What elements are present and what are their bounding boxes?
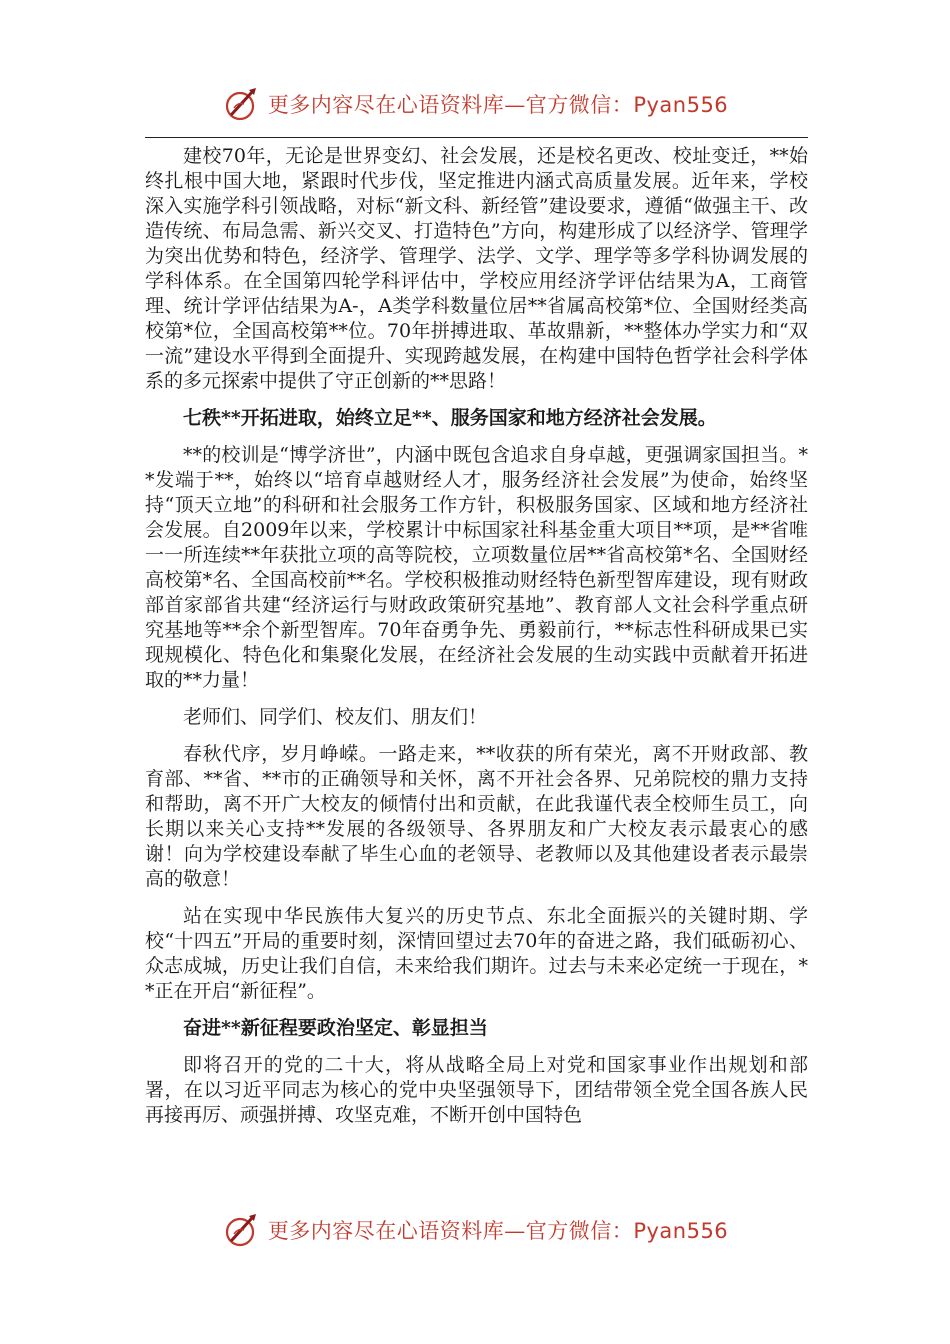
pen-logo-icon	[222, 1210, 262, 1250]
header-banner	[0, 80, 950, 128]
banner-text: 更多内容尽在心语资料库—官方微信：Pyan556	[267, 93, 729, 117]
wechat-id: Pyan556	[633, 93, 729, 117]
body-paragraph: 老师们、同学们、校友们、朋友们！	[183, 706, 488, 728]
body-paragraph: **的校训是“博学济世”，内涵中既包含追求自身卓越，更强调家国担当。**发端于**，始终以“培育卓越财经人才，服务经济社会发展”为使命，始终坚持“顶天立地”的科研和社会服务工作方针，积极服务国家、区域和地方经济社会发展。自2009年以来，学校累计中标国家社科基金重大项目**项，是**省唯一一所连续**年获批立项的高等院校，立项数量位居**省高校第*名、全国财经高校第*名、全国高校前**名。学校积极推动财经特色新型智库建设，现有财政部首家部省共建“经济运行与财政政策研究基地”、教育部人文社会科学重点研究基地等**余个新型智库。70年奋勇争先、勇毅前行，**标志性科研成果已实现规模化、特色化和集聚化发展，在经济社会发展的生动实践中贡献着开拓进取的**力量！	[145, 444, 808, 691]
body-paragraph: 建校70年，无论是世界变幻、社会发展，还是校名更改、校址变迁，**始终扎根中国大地，紧跟时代步伐，坚定推进内涵式高质量发展。近年来，学校深入实施学科引领战略，对标“新文科、新经管”建设要求，遵循“做强主干、改造传统、布局急需、新兴交叉、打造特色”方向，构建形成了以经济学、管理学为突出优势和特色，经济学、管理学、法学、文学、理学等多学科协调发展的学科体系。在全国第四轮学科评估中，学校应用经济学评估结果为A，工商管理、统计学评估结果为A-，A类学科数量位居**省属高校第*位、全国财经类高校第*位，全国高校第**位。70年拼搏进取、革故鼎新，**整体办学实力和“双一流”建设水平得到全面提升、实现跨越发展，在构建中国特色哲学社会科学体系的多元探索中提供了守正创新的**思路！	[145, 145, 808, 392]
section-heading: 七秩**开拓进取，始终立足**、服务国家和地方经济社会发展。	[183, 407, 717, 429]
section-heading: 奋进**新征程要政治坚定、彰显担当	[183, 1017, 488, 1039]
banner-text: 更多内容尽在心语资料库—官方微信：Pyan556	[267, 1219, 729, 1243]
document-body	[145, 144, 808, 1140]
pen-logo-icon	[222, 84, 262, 124]
footer-banner	[0, 1206, 950, 1254]
wechat-id: Pyan556	[633, 1219, 729, 1243]
body-paragraph: 即将召开的党的二十大，将从战略全局上对党和国家事业作出规划和部署，在以习近平同志为核心的党中央坚强领导下，团结带领全党全国各族人民再接再厉、顽强拼搏、攻坚克难，不断开创中国特色	[145, 1054, 808, 1126]
header-rule	[145, 137, 808, 138]
body-paragraph: 春秋代序，岁月峥嵘。一路走来，**收获的所有荣光，离不开财政部、教育部、**省、**市的正确领导和关怀，离不开社会各界、兄弟院校的鼎力支持和帮助，离不开广大校友的倾情付出和贡献，在此我谨代表全校师生员工，向长期以来关心支持**发展的各级领导、各界朋友和广大校友表示最衷心的感谢！向为学校建设奉献了毕生心血的老领导、老教师以及其他建设者表示最崇高的敬意！	[145, 743, 808, 890]
body-paragraph: 站在实现中华民族伟大复兴的历史节点、东北全面振兴的关键时期、学校“十四五”开局的重要时刻，深情回望过去70年的奋进之路，我们砥砺初心、众志成城，历史让我们自信，未来给我们期许。过去与未来必定统一于现在，**正在开启“新征程”。	[145, 905, 808, 1002]
